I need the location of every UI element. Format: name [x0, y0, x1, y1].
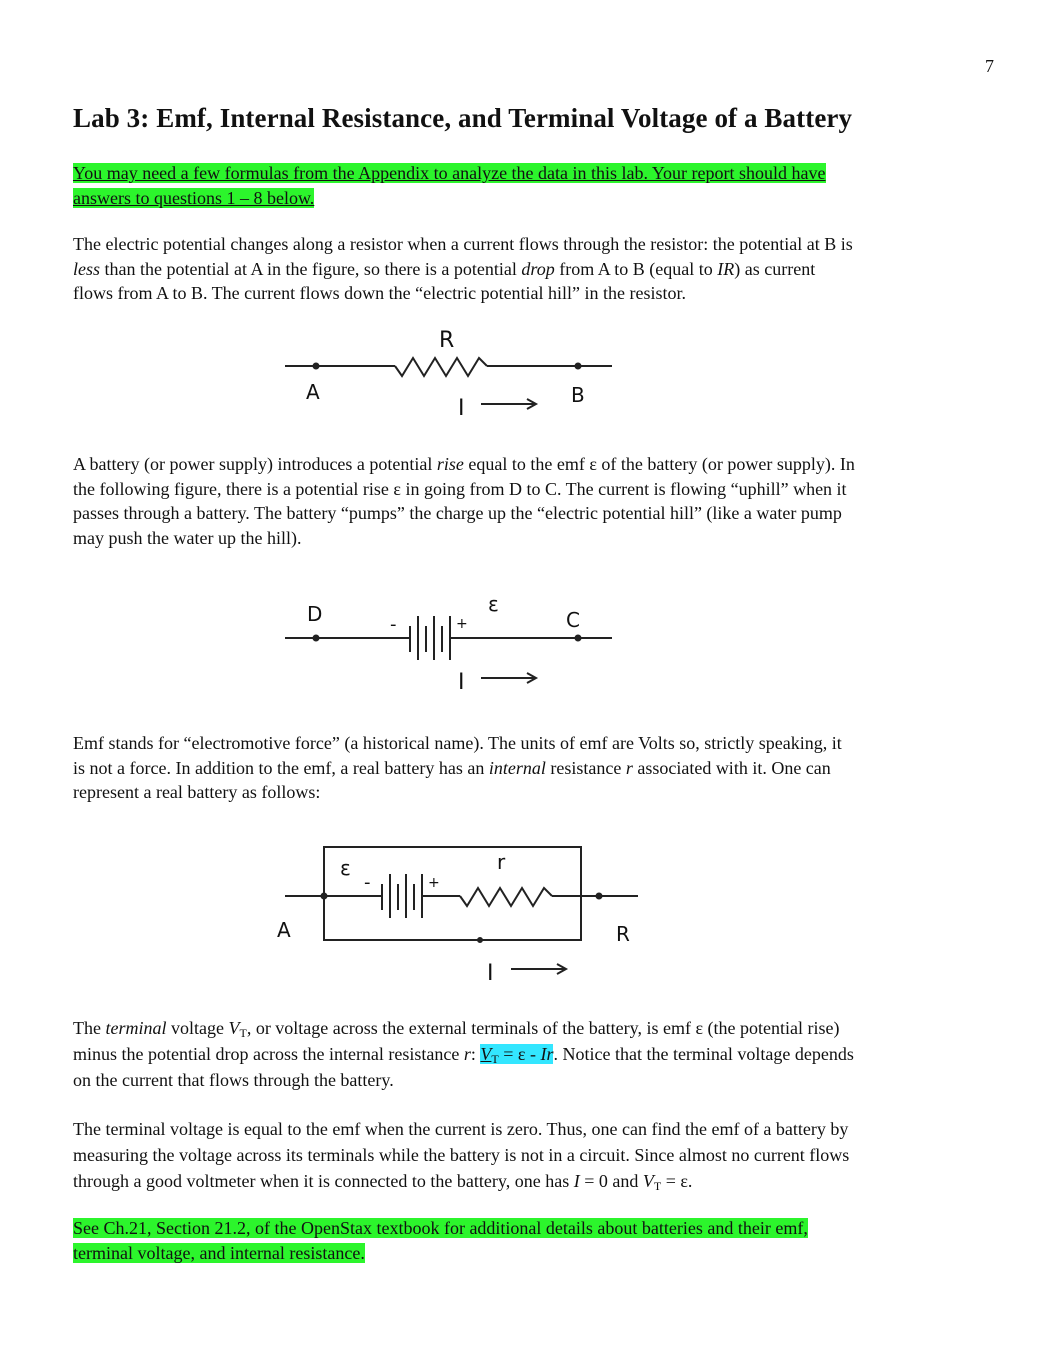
- para5-i: I: [573, 1171, 580, 1191]
- label-minus: -: [364, 872, 371, 893]
- para3-text: is not a force. In addition to the emf, a real battery has an: [73, 757, 489, 778]
- para5-v: V: [642, 1171, 654, 1191]
- label-r: R: [439, 328, 455, 353]
- label-current: I: [458, 670, 465, 695]
- label-plus: +: [428, 875, 440, 891]
- paragraph-resistor: [73, 232, 953, 306]
- node-b: [576, 364, 581, 369]
- para5-text: = ε.: [661, 1171, 693, 1191]
- para5-text: The terminal voltage is equal to the emf when the current is zero. Thus, one can find the emf of a battery by: [73, 1119, 849, 1139]
- current-arrow-head: [557, 964, 566, 974]
- para1-text: from A to B (equal to: [554, 258, 718, 279]
- current-arrow-head: [527, 399, 536, 409]
- para1-text: The electric potential changes along a resistor when a current flows through the resistor: the potential at B is: [73, 234, 853, 254]
- para2-rise: rise: [436, 454, 464, 474]
- label-plus: +: [456, 616, 468, 632]
- para4-v: V: [228, 1018, 240, 1038]
- para1-less: less: [73, 258, 100, 279]
- para4-sub: T: [239, 1026, 247, 1040]
- label-minus: -: [390, 614, 397, 635]
- current-arrow-head: [527, 673, 536, 683]
- real-battery-figure: [285, 847, 638, 974]
- para4-text: . Notice that the terminal voltage depends: [553, 1044, 854, 1064]
- label-a: A: [306, 380, 320, 404]
- label-internal-r: r: [497, 850, 506, 874]
- para1-text: ) as current: [734, 258, 816, 279]
- paragraph-emf-measure: [73, 1116, 953, 1194]
- para1-text: than the potential at A in the figure, so there is a potential: [100, 258, 522, 279]
- label-emf: ε: [340, 856, 351, 880]
- para4-text: The: [73, 1018, 106, 1038]
- resistor-figure: [285, 358, 612, 409]
- page-number: 7: [985, 56, 994, 76]
- label-c: C: [566, 608, 580, 632]
- para4-text: on the current that flows through the battery.: [73, 1070, 394, 1090]
- node-c: [576, 636, 581, 641]
- node-a: [314, 364, 319, 369]
- para2-text: passes through a battery. The battery “pumps” the charge up the “electric potential hill” (like a water pump: [73, 503, 842, 523]
- para3-r: r: [625, 757, 633, 778]
- para4-terminal: terminal: [105, 1018, 167, 1038]
- footer-note-line2: terminal voltage, and internal resistance.: [73, 1242, 365, 1263]
- paragraph-terminal-voltage: [73, 1015, 953, 1093]
- formula-ir: Ir: [540, 1044, 554, 1064]
- node-d: [314, 636, 319, 641]
- internal-resistor: [460, 888, 552, 906]
- para4-text: :: [470, 1044, 481, 1064]
- para5-text: through a good voltmeter when it is connected to the battery, one has: [73, 1171, 574, 1191]
- footer-note: [73, 1216, 953, 1265]
- formula-eq: = ε -: [498, 1044, 541, 1064]
- box-marker: [478, 938, 482, 942]
- para4-text: minus the potential drop across the internal resistance: [73, 1044, 464, 1064]
- page-title: Lab 3: Emf, Internal Resistance, and Terminal Voltage of a Battery: [73, 103, 853, 133]
- label-d: D: [307, 602, 323, 626]
- para1-ir: IR: [717, 258, 735, 279]
- para1-text: flows from A to B. The current flows down the “electric potential hill” in the resistor.: [73, 283, 687, 303]
- para2-text: the following figure, there is a potential rise ε in going from D to C. The current is flowing “uphill” when it: [73, 478, 847, 499]
- terminal-right: [597, 894, 602, 899]
- footer-note-line1: See Ch.21, Section 21.2, of the OpenStax textbook for additional details about batteries and their emf,: [73, 1218, 808, 1238]
- para4-text: , or voltage across the external terminals of the battery, is emf ε (the potential rise): [246, 1018, 840, 1038]
- terminal-left: [322, 894, 327, 899]
- para4-r: r: [463, 1044, 471, 1064]
- para5-text: measuring the voltage across its terminals while the battery is not in a circuit. Since almost no current flows: [73, 1145, 850, 1165]
- resistor-zigzag: [395, 358, 487, 376]
- para2-text: may push the water up the hill).: [73, 527, 302, 548]
- formula-sub: T: [491, 1052, 499, 1066]
- para4-text: voltage: [166, 1018, 229, 1038]
- intro-note-line2: answers to questions 1 – 8 below.: [73, 187, 315, 208]
- para1-drop: drop: [521, 258, 555, 279]
- para3-text: represent a real battery as follows:: [73, 782, 321, 802]
- battery-figure: [285, 616, 612, 683]
- para3-text: resistance: [545, 757, 626, 778]
- intro-note-line1: You may need a few formulas from the Appendix to analyze the data in this lab. Your report should have: [73, 163, 826, 183]
- battery-box: [324, 847, 581, 940]
- label-b: B: [571, 383, 585, 407]
- intro-note: [73, 161, 953, 210]
- label-current: I: [458, 396, 465, 421]
- formula-v: V: [480, 1044, 492, 1064]
- para3-text: Emf stands for “electromotive force” (a historical name). The units of emf are Volts so, strictly speaking, it: [73, 733, 842, 753]
- terminal-voltage-formula: [480, 1044, 553, 1064]
- para3-text: associated with it. One can: [632, 757, 831, 778]
- para3-internal: internal: [488, 757, 546, 778]
- label-emf: ε: [488, 592, 499, 616]
- paragraph-emf: [73, 731, 953, 805]
- paragraph-battery: [73, 452, 953, 550]
- label-r: R: [616, 922, 630, 946]
- para2-text: equal to the emf ε of the battery (or power supply). In: [463, 454, 855, 474]
- para5-text: = 0 and: [579, 1171, 643, 1191]
- para2-text: A battery (or power supply) introduces a potential: [73, 454, 437, 474]
- label-current: I: [487, 961, 494, 986]
- label-a: A: [277, 918, 291, 942]
- para5-sub: T: [653, 1179, 662, 1193]
